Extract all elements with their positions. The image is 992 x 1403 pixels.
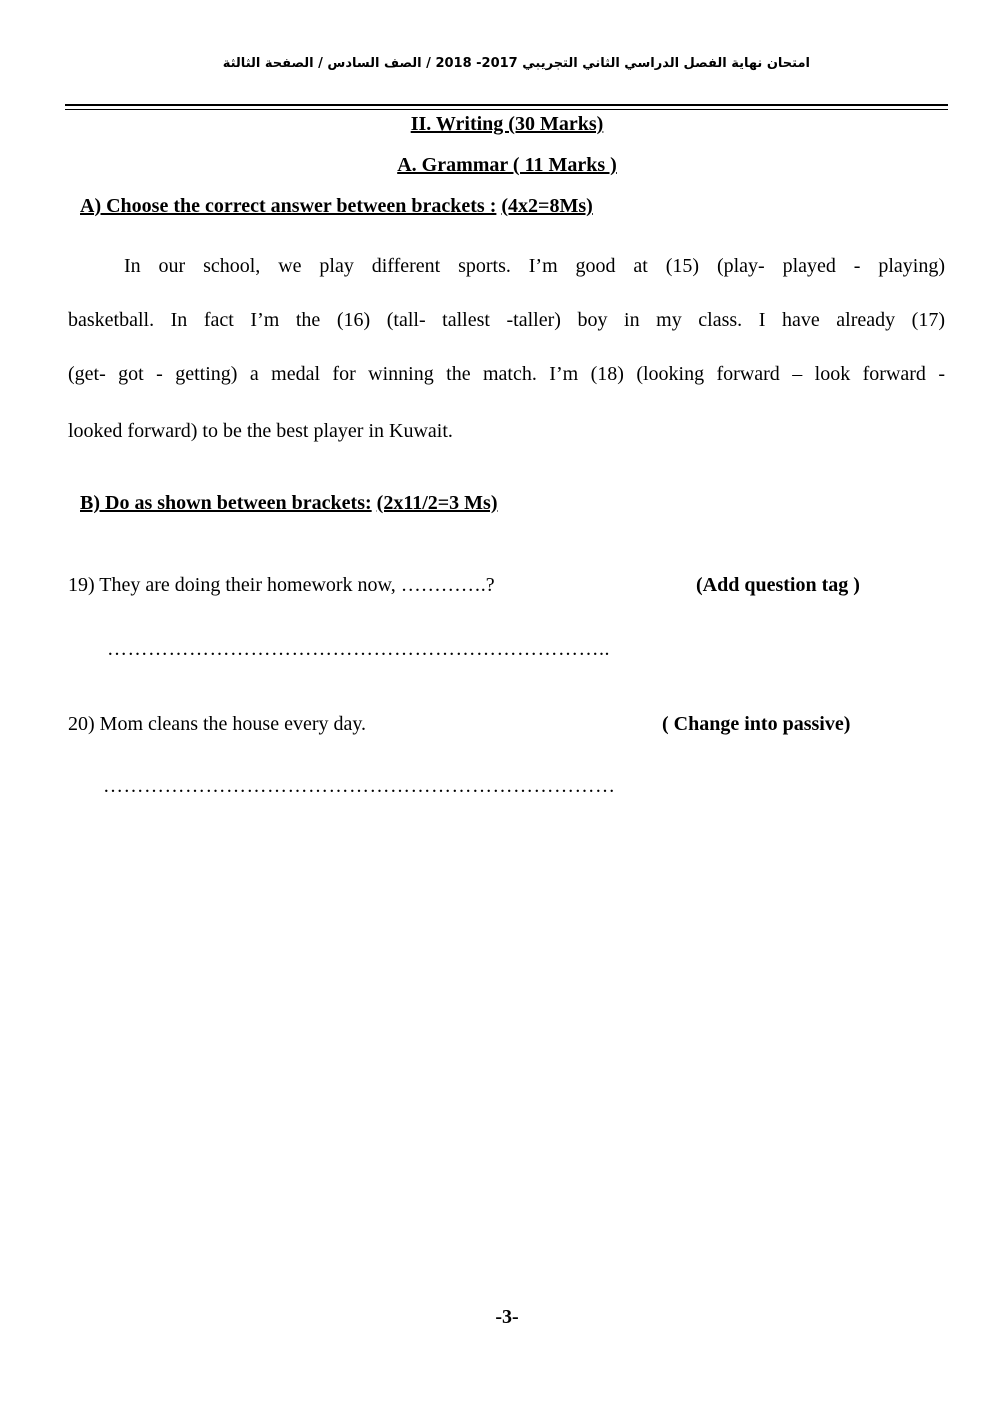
question-20-text: 20) Mom cleans the house every day. bbox=[68, 713, 367, 735]
section-title: II. Writing (30 Marks) bbox=[410, 113, 604, 135]
header-rule-thin bbox=[65, 109, 948, 110]
page-number: -3- bbox=[495, 1306, 519, 1328]
exam-header: امتحان نهاية الفصل الدراسي الثاني التجريبي 2017- 2018 / الصف السادس / الصفحة الثالثة bbox=[222, 56, 810, 71]
part-a-heading bbox=[80, 195, 593, 218]
question-20-answer-line[interactable]: ………………………………………………………………… bbox=[103, 775, 616, 797]
question-20-instruction: ( Change into passive) bbox=[662, 713, 851, 735]
question-19-answer-line[interactable]: ……………………………………………………………….. bbox=[107, 638, 610, 660]
header-rule-thick bbox=[65, 104, 948, 106]
section-subtitle: A. Grammar ( 11 Marks ) bbox=[397, 154, 617, 176]
paragraph-line: (get- got - getting) a medal for winning the match. I’m (18) (looking forward – look forward - bbox=[68, 363, 945, 385]
part-b-marks: (2x11/2=3 Ms) bbox=[376, 492, 498, 514]
part-b-heading bbox=[80, 492, 498, 515]
question-19-text: 19) They are doing their homework now, ………….? bbox=[68, 574, 495, 596]
part-a-marks: (4x2=8Ms) bbox=[501, 195, 593, 217]
paragraph-line: basketball. In fact I’m the (16) (tall- tallest -taller) boy in my class. I have already (17) bbox=[68, 309, 945, 331]
paragraph-line: looked forward) to be the best player in Kuwait. bbox=[68, 420, 453, 442]
part-b-title: B) Do as shown between brackets: bbox=[80, 492, 372, 514]
paragraph-line: In our school, we play different sports. I’m good at (15) (play- played - playing) bbox=[124, 255, 945, 277]
part-a-title: A) Choose the correct answer between brackets : bbox=[80, 195, 497, 217]
question-19-instruction: (Add question tag ) bbox=[696, 574, 860, 596]
